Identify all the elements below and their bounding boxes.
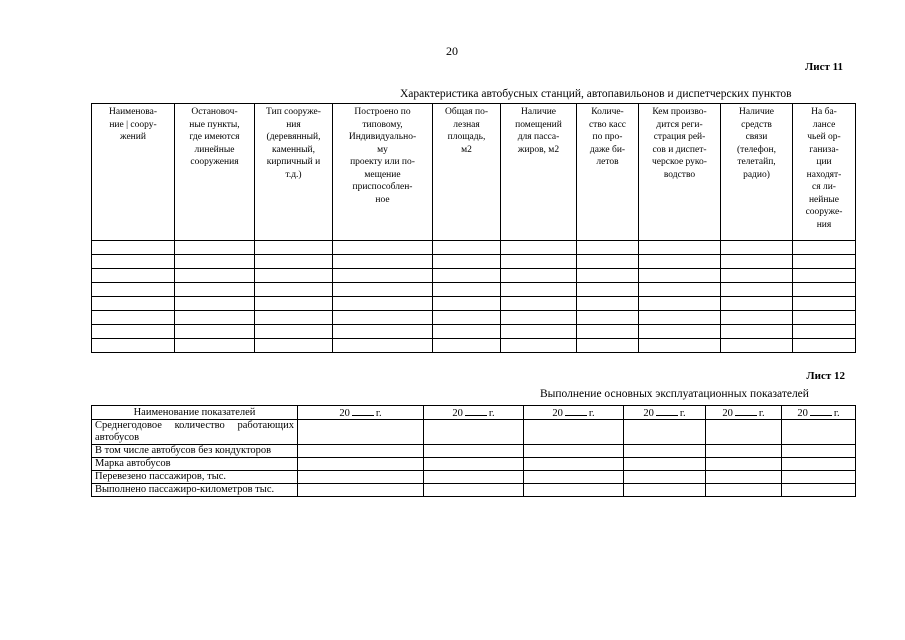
table-cell <box>782 420 856 445</box>
table-cell <box>639 255 721 269</box>
table-cell <box>639 269 721 283</box>
table-cell <box>433 283 501 297</box>
year-header <box>624 406 706 420</box>
year-suffix: г. <box>833 408 840 419</box>
table-cell <box>92 283 175 297</box>
column-header: Наименова- ние | соору- жений <box>92 104 175 241</box>
table-cell <box>639 325 721 339</box>
table-cell <box>639 339 721 353</box>
table-cell <box>424 445 524 458</box>
table-cell <box>333 255 433 269</box>
table-cell <box>298 484 424 497</box>
table-cell <box>721 339 793 353</box>
table-cell <box>524 484 624 497</box>
table-row <box>92 269 856 283</box>
table-cell <box>793 241 856 255</box>
table-cell <box>706 420 782 445</box>
table-cell <box>577 339 639 353</box>
year-prefix: 20 <box>797 408 808 419</box>
table-cell <box>255 255 333 269</box>
table-cell <box>793 325 856 339</box>
table-cell <box>624 471 706 484</box>
sheet-11-title: Характеристика автобусных станций, автопавильонов и диспетчерских пунктов <box>400 88 792 100</box>
table-cell <box>624 458 706 471</box>
year-suffix: г. <box>375 408 382 419</box>
table-cell <box>255 311 333 325</box>
table-cell <box>333 241 433 255</box>
table-cell <box>706 445 782 458</box>
indicator-label: В том числе автобусов без кондукторов <box>92 445 298 458</box>
indicator-row <box>92 471 856 484</box>
table-cell <box>333 325 433 339</box>
table-cell <box>433 325 501 339</box>
table-cell <box>175 339 255 353</box>
indicator-row <box>92 458 856 471</box>
column-header: Тип сооруже- ния (деревянный, каменный, кирпичный и т.д.) <box>255 104 333 241</box>
year-blank <box>565 406 587 416</box>
column-header: Наличие средств связи (телефон, телетайп, радио) <box>721 104 793 241</box>
table-cell <box>92 241 175 255</box>
table-cell <box>175 297 255 311</box>
table-row <box>92 241 856 255</box>
year-prefix: 20 <box>339 408 350 419</box>
table-cell <box>92 297 175 311</box>
table-cell <box>577 297 639 311</box>
table-cell <box>524 445 624 458</box>
table-cell <box>524 471 624 484</box>
table-cell <box>92 269 175 283</box>
table-cell <box>298 458 424 471</box>
year-prefix: 20 <box>722 408 733 419</box>
table-row <box>92 311 856 325</box>
table-cell <box>721 283 793 297</box>
table-cell <box>524 458 624 471</box>
table-cell <box>255 339 333 353</box>
table-cell <box>175 241 255 255</box>
table-row <box>92 283 856 297</box>
table-row <box>92 325 856 339</box>
table-cell <box>298 471 424 484</box>
table-cell <box>793 283 856 297</box>
indicator-label: Выполнено пассажиро-километров тыс. <box>92 484 298 497</box>
table-cell <box>577 283 639 297</box>
column-header: Наличие помещений для пасса- жиров, м2 <box>501 104 577 241</box>
table-cell <box>298 420 424 445</box>
table-cell <box>706 471 782 484</box>
indicator-label: Перевезено пассажиров, тыс. <box>92 471 298 484</box>
table-cell <box>298 445 424 458</box>
table-cell <box>255 283 333 297</box>
indicator-row <box>92 445 856 458</box>
page-number: 20 <box>446 44 458 58</box>
table-cell <box>782 458 856 471</box>
table-cell <box>721 297 793 311</box>
column-header: Построено по типовому, Индивидуально- му проекту или по- мещение приспособлен- ное <box>333 104 433 241</box>
table-cell <box>501 311 577 325</box>
table-cell <box>721 241 793 255</box>
indicator-row <box>92 484 856 497</box>
year-header <box>424 406 524 420</box>
table-cell <box>501 325 577 339</box>
table-cell <box>501 255 577 269</box>
table-cell <box>577 311 639 325</box>
sheet-12-label: Лист 12 <box>806 370 845 382</box>
table-cell <box>333 311 433 325</box>
year-suffix: г. <box>758 408 765 419</box>
table-cell <box>175 311 255 325</box>
table-cell <box>721 325 793 339</box>
column-header: На ба- лансе чьей ор- ганиза- ции находят- ся ли- нейные сооруже- ния <box>793 104 856 241</box>
table-cell <box>92 311 175 325</box>
table-cell <box>721 311 793 325</box>
table-cell <box>433 241 501 255</box>
sheet-11-label: Лист 11 <box>805 61 843 73</box>
table-cell <box>333 269 433 283</box>
year-prefix: 20 <box>643 408 654 419</box>
table-cell <box>175 255 255 269</box>
table-cell <box>433 269 501 283</box>
table-cell <box>255 269 333 283</box>
indicator-label: Среднегодовое количество работающих автобусов <box>92 420 298 445</box>
table-cell <box>333 339 433 353</box>
table-cell <box>424 471 524 484</box>
table-cell <box>793 255 856 269</box>
table-row <box>92 297 856 311</box>
table-cell <box>782 484 856 497</box>
table-cell <box>501 269 577 283</box>
table-cell <box>624 420 706 445</box>
table-cell <box>333 283 433 297</box>
indicators-table <box>91 405 856 497</box>
table-cell <box>175 325 255 339</box>
year-blank <box>352 406 374 416</box>
table-cell <box>501 283 577 297</box>
year-suffix: г. <box>679 408 686 419</box>
indicator-header: Наименование показателей <box>92 406 298 420</box>
table-cell <box>92 339 175 353</box>
year-blank <box>735 406 757 416</box>
table-cell <box>577 325 639 339</box>
table-cell <box>433 297 501 311</box>
table-cell <box>782 445 856 458</box>
table-row <box>92 339 856 353</box>
table-cell <box>639 311 721 325</box>
year-header <box>298 406 424 420</box>
table-cell <box>721 269 793 283</box>
table-cell <box>175 269 255 283</box>
column-header: Остановоч- ные пункты, где имеются линейные сооружения <box>175 104 255 241</box>
year-blank <box>465 406 487 416</box>
year-suffix: г. <box>488 408 495 419</box>
table-cell <box>424 484 524 497</box>
year-prefix: 20 <box>452 408 463 419</box>
table-cell <box>624 445 706 458</box>
year-suffix: г. <box>588 408 595 419</box>
year-blank <box>810 406 832 416</box>
table-cell <box>624 484 706 497</box>
table-cell <box>706 458 782 471</box>
table-cell <box>706 484 782 497</box>
table-cell <box>433 255 501 269</box>
table-cell <box>782 471 856 484</box>
table-cell <box>501 339 577 353</box>
table-row <box>92 255 856 269</box>
table-cell <box>577 255 639 269</box>
year-prefix: 20 <box>552 408 563 419</box>
table-cell <box>433 311 501 325</box>
table-cell <box>255 325 333 339</box>
table-cell <box>92 325 175 339</box>
column-header: Количе- ство касс по про- даже би- летов <box>577 104 639 241</box>
table-cell <box>577 241 639 255</box>
bus-stations-table <box>91 103 856 353</box>
table-cell <box>793 297 856 311</box>
table-cell <box>721 255 793 269</box>
table-cell <box>577 269 639 283</box>
table-cell <box>433 339 501 353</box>
table-cell <box>424 420 524 445</box>
table-cell <box>793 269 856 283</box>
table-cell <box>793 311 856 325</box>
table-cell <box>424 458 524 471</box>
year-header <box>706 406 782 420</box>
indicator-label: Марка автобусов <box>92 458 298 471</box>
table-cell <box>524 420 624 445</box>
column-header: Кем произво- дится реги- страция рей- сов и диспет- черское руко- водство <box>639 104 721 241</box>
column-header: Общая по- лезная площадь, м2 <box>433 104 501 241</box>
table-cell <box>501 297 577 311</box>
year-header <box>782 406 856 420</box>
table-cell <box>639 283 721 297</box>
table-cell <box>333 297 433 311</box>
table-cell <box>255 297 333 311</box>
year-header <box>524 406 624 420</box>
table-cell <box>793 339 856 353</box>
table-cell <box>639 241 721 255</box>
sheet-12-title: Выполнение основных эксплуатационных показателей <box>540 388 809 400</box>
table-cell <box>92 255 175 269</box>
indicator-row <box>92 420 856 445</box>
table-cell <box>175 283 255 297</box>
table-cell <box>501 241 577 255</box>
year-blank <box>656 406 678 416</box>
table-cell <box>255 241 333 255</box>
table-cell <box>639 297 721 311</box>
